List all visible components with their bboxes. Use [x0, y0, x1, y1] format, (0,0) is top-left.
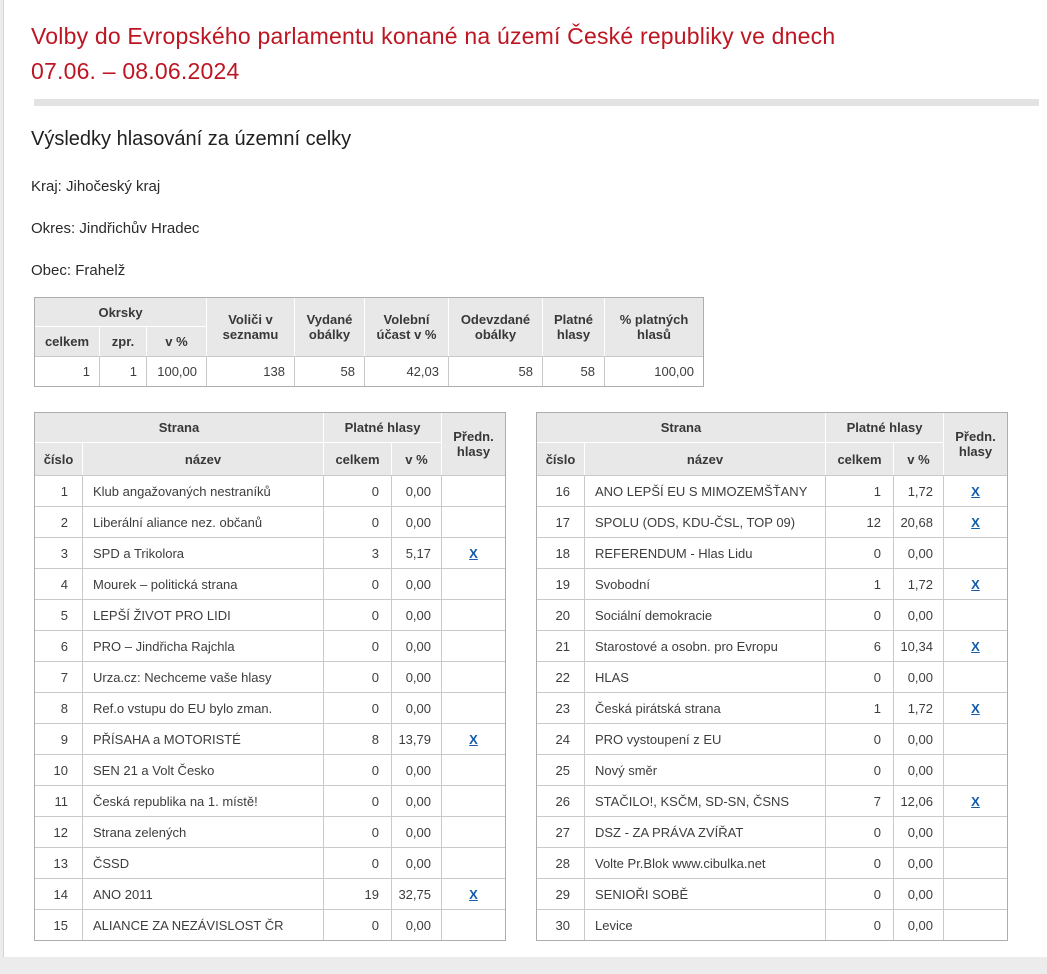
header-vpct: v % — [894, 443, 944, 475]
party-table-right — [536, 412, 1008, 941]
header-volebni-ucast: Volební účast v % — [365, 298, 449, 356]
header-okrsky-vpct: v % — [147, 327, 207, 356]
header-platne-hlasy: Platné hlasy — [324, 413, 442, 443]
party-total-votes-cell: 0 — [324, 785, 392, 816]
header-strana: Strana — [35, 413, 324, 443]
party-percent-cell: 0,00 — [392, 475, 442, 506]
party-name-cell: Liberální aliance nez. občanů — [83, 506, 324, 537]
party-name-cell: PŘÍSAHA a MOTORISTÉ — [83, 723, 324, 754]
preferential-votes-cell — [944, 816, 1007, 847]
horizontal-divider — [34, 99, 1039, 106]
preferential-votes-cell — [442, 537, 505, 568]
preferential-votes-cell — [944, 754, 1007, 785]
party-total-votes-cell: 6 — [826, 630, 894, 661]
party-total-votes-cell: 0 — [826, 599, 894, 630]
party-total-votes-cell: 1 — [826, 568, 894, 599]
party-total-votes-cell: 0 — [826, 847, 894, 878]
party-row — [537, 661, 1007, 692]
party-row — [35, 909, 505, 940]
party-total-votes-cell: 0 — [826, 754, 894, 785]
party-total-votes-cell: 0 — [826, 909, 894, 940]
party-row — [35, 661, 505, 692]
preferential-votes-cell — [944, 506, 1007, 537]
party-number-cell: 12 — [35, 816, 83, 847]
header-pct-platnych: % platných hlasů — [605, 298, 703, 356]
party-name-cell: ANO LEPŠÍ EU S MIMOZEMŠŤANY — [585, 475, 826, 506]
preferential-votes-cell — [442, 878, 505, 909]
party-percent-cell: 0,00 — [894, 847, 944, 878]
header-strana: Strana — [537, 413, 826, 443]
party-percent-cell: 0,00 — [392, 847, 442, 878]
party-total-votes-cell: 0 — [826, 878, 894, 909]
party-number-cell: 16 — [537, 475, 585, 506]
header-vpct: v % — [392, 443, 442, 475]
party-number-cell: 22 — [537, 661, 585, 692]
party-total-votes-cell: 8 — [324, 723, 392, 754]
party-total-votes-cell: 0 — [324, 847, 392, 878]
party-percent-cell: 0,00 — [392, 506, 442, 537]
party-name-cell: HLAS — [585, 661, 826, 692]
party-number-cell: 18 — [537, 537, 585, 568]
party-number-cell: 10 — [35, 754, 83, 785]
party-number-cell: 20 — [537, 599, 585, 630]
party-name-cell: ČSSD — [83, 847, 324, 878]
header-odevzdane-obalky: Odevzdané obálky — [449, 298, 543, 356]
party-row — [35, 506, 505, 537]
party-number-cell: 21 — [537, 630, 585, 661]
party-percent-cell: 13,79 — [392, 723, 442, 754]
party-number-cell: 14 — [35, 878, 83, 909]
party-percent-cell: 1,72 — [894, 692, 944, 723]
party-name-cell: Klub angažovaných nestraníků — [83, 475, 324, 506]
preferential-votes-cell — [944, 878, 1007, 909]
party-number-cell: 30 — [537, 909, 585, 940]
party-percent-cell: 0,00 — [392, 909, 442, 940]
page-title — [31, 0, 1047, 89]
party-name-cell: SPOLU (ODS, KDU-ČSL, TOP 09) — [585, 506, 826, 537]
preferential-votes-link[interactable]: X — [971, 700, 980, 716]
party-row — [537, 506, 1007, 537]
kraj-value: Jihočeský kraj — [66, 178, 161, 195]
party-name-cell: PRO – Jindřicha Rajchla — [83, 630, 324, 661]
okrsky-vpct-value: 100,00 — [147, 356, 207, 386]
header-okrsky: Okrsky — [35, 298, 207, 327]
party-number-cell: 17 — [537, 506, 585, 537]
party-percent-cell: 1,72 — [894, 475, 944, 506]
party-percent-cell: 5,17 — [392, 537, 442, 568]
preferential-votes-cell — [944, 847, 1007, 878]
party-row — [537, 630, 1007, 661]
region-kraj — [31, 179, 1047, 195]
party-number-cell: 7 — [35, 661, 83, 692]
party-row — [35, 723, 505, 754]
section-title: Výsledky hlasování za územní celky — [31, 128, 352, 150]
obec-value: Frahelž — [75, 262, 126, 279]
party-name-cell: Česká republika na 1. místě! — [83, 785, 324, 816]
party-name-cell: ALIANCE ZA NEZÁVISLOST ČR — [83, 909, 324, 940]
party-row — [35, 878, 505, 909]
summary-row — [35, 356, 703, 386]
party-percent-cell: 32,75 — [392, 878, 442, 909]
preferential-votes-link[interactable]: X — [971, 576, 980, 592]
party-name-cell: SEN 21 a Volt Česko — [83, 754, 324, 785]
preferential-votes-cell — [442, 847, 505, 878]
preferential-votes-cell — [442, 599, 505, 630]
preferential-votes-cell — [442, 692, 505, 723]
party-name-cell: Urza.cz: Nechceme vaše hlasy — [83, 661, 324, 692]
party-row — [35, 847, 505, 878]
party-total-votes-cell: 1 — [826, 475, 894, 506]
party-row — [35, 599, 505, 630]
page-title-line1: Volby do Evropského parlamentu konané na území České republiky ve dnech — [31, 23, 836, 49]
party-name-cell: PRO vystoupení z EU — [585, 723, 826, 754]
party-total-votes-cell: 0 — [826, 537, 894, 568]
party-name-cell: Ref.o vstupu do EU bylo zman. — [83, 692, 324, 723]
party-total-votes-cell: 0 — [324, 692, 392, 723]
preferential-votes-cell — [442, 475, 505, 506]
party-row — [537, 785, 1007, 816]
party-percent-cell: 0,00 — [392, 692, 442, 723]
preferential-votes-cell — [944, 785, 1007, 816]
party-number-cell: 27 — [537, 816, 585, 847]
party-percent-cell: 0,00 — [392, 599, 442, 630]
party-percent-cell: 0,00 — [392, 816, 442, 847]
party-total-votes-cell: 0 — [324, 475, 392, 506]
party-percent-cell: 1,72 — [894, 568, 944, 599]
party-row — [537, 475, 1007, 506]
party-row — [537, 816, 1007, 847]
party-row — [537, 537, 1007, 568]
party-number-cell: 4 — [35, 568, 83, 599]
header-predn-hlasy: Předn. hlasy — [442, 413, 505, 475]
party-number-cell: 9 — [35, 723, 83, 754]
party-percent-cell: 10,34 — [894, 630, 944, 661]
region-okres — [31, 221, 1047, 237]
preferential-votes-link[interactable]: X — [469, 731, 478, 747]
header-nazev: název — [585, 443, 826, 475]
preferential-votes-cell — [442, 661, 505, 692]
party-percent-cell: 0,00 — [894, 816, 944, 847]
party-number-cell: 11 — [35, 785, 83, 816]
party-total-votes-cell: 0 — [324, 630, 392, 661]
preferential-votes-cell — [442, 568, 505, 599]
party-total-votes-cell: 3 — [324, 537, 392, 568]
preferential-votes-cell — [442, 909, 505, 940]
party-name-cell: STAČILO!, KSČM, SD-SN, ČSNS — [585, 785, 826, 816]
party-total-votes-cell: 0 — [826, 661, 894, 692]
party-total-votes-cell: 0 — [324, 754, 392, 785]
party-name-cell: Svobodní — [585, 568, 826, 599]
party-name-cell: Sociální demokracie — [585, 599, 826, 630]
preferential-votes-link[interactable]: X — [469, 886, 478, 902]
party-percent-cell: 0,00 — [894, 599, 944, 630]
party-row — [537, 723, 1007, 754]
party-row — [35, 816, 505, 847]
preferential-votes-link[interactable]: X — [469, 545, 478, 561]
party-total-votes-cell: 0 — [324, 599, 392, 630]
header-celkem: celkem — [826, 443, 894, 475]
party-number-cell: 13 — [35, 847, 83, 878]
party-name-cell: Mourek – politická strana — [83, 568, 324, 599]
preferential-votes-cell — [944, 909, 1007, 940]
party-percent-cell: 0,00 — [392, 630, 442, 661]
header-okrsky-celkem: celkem — [35, 327, 100, 356]
party-total-votes-cell: 0 — [324, 506, 392, 537]
party-number-cell: 23 — [537, 692, 585, 723]
party-name-cell: SPD a Trikolora — [83, 537, 324, 568]
vydane-obalky-value: 58 — [295, 356, 365, 386]
party-name-cell: Starostové a osobn. pro Evropu — [585, 630, 826, 661]
party-row — [35, 568, 505, 599]
party-total-votes-cell: 12 — [826, 506, 894, 537]
preferential-votes-link[interactable]: X — [971, 638, 980, 654]
preferential-votes-cell — [442, 785, 505, 816]
volici-value: 138 — [207, 356, 295, 386]
party-number-cell: 1 — [35, 475, 83, 506]
preferential-votes-cell — [442, 723, 505, 754]
party-percent-cell: 0,00 — [894, 878, 944, 909]
party-percent-cell: 0,00 — [894, 909, 944, 940]
header-okrsky-zpr: zpr. — [100, 327, 147, 356]
party-percent-cell: 0,00 — [392, 754, 442, 785]
party-row — [537, 692, 1007, 723]
header-nazev: název — [83, 443, 324, 475]
party-row — [35, 537, 505, 568]
party-total-votes-cell: 0 — [324, 661, 392, 692]
party-percent-cell: 0,00 — [894, 723, 944, 754]
party-name-cell: Volte Pr.Blok www.cibulka.net — [585, 847, 826, 878]
okres-value: Jindřichův Hradec — [79, 220, 200, 237]
party-name-cell: REFERENDUM - Hlas Lidu — [585, 537, 826, 568]
preferential-votes-cell — [944, 537, 1007, 568]
party-percent-cell: 0,00 — [894, 661, 944, 692]
party-row — [537, 847, 1007, 878]
page-title-line2: 07.06. – 08.06.2024 — [31, 58, 240, 84]
party-row — [35, 754, 505, 785]
party-percent-cell: 0,00 — [894, 754, 944, 785]
preferential-votes-link[interactable]: X — [971, 793, 980, 809]
pct-platnych-value: 100,00 — [605, 356, 703, 386]
party-number-cell: 5 — [35, 599, 83, 630]
party-number-cell: 29 — [537, 878, 585, 909]
party-row — [537, 909, 1007, 940]
preferential-votes-link[interactable]: X — [971, 483, 980, 499]
party-name-cell: Levice — [585, 909, 826, 940]
party-total-votes-cell: 0 — [826, 723, 894, 754]
party-row — [537, 754, 1007, 785]
preferential-votes-cell — [944, 723, 1007, 754]
party-row — [537, 568, 1007, 599]
party-number-cell: 26 — [537, 785, 585, 816]
header-cislo: číslo — [537, 443, 585, 475]
preferential-votes-cell — [442, 816, 505, 847]
party-row — [537, 878, 1007, 909]
platne-hlasy-value: 58 — [543, 356, 605, 386]
party-number-cell: 25 — [537, 754, 585, 785]
party-row — [35, 785, 505, 816]
party-number-cell: 24 — [537, 723, 585, 754]
obec-label: Obec: — [31, 262, 72, 279]
party-tables-container — [34, 412, 1047, 941]
party-name-cell: ANO 2011 — [83, 878, 324, 909]
header-platne-hlasy: Platné hlasy — [543, 298, 605, 356]
party-number-cell: 19 — [537, 568, 585, 599]
party-total-votes-cell: 7 — [826, 785, 894, 816]
header-volici-v-seznamu: Voliči v seznamu — [207, 298, 295, 356]
party-row — [35, 692, 505, 723]
header-vydane-obalky: Vydané obálky — [295, 298, 365, 356]
party-name-cell: Česká pirátská strana — [585, 692, 826, 723]
preferential-votes-cell — [442, 506, 505, 537]
region-obec — [31, 263, 1047, 279]
party-name-cell: Nový směr — [585, 754, 826, 785]
party-number-cell: 6 — [35, 630, 83, 661]
preferential-votes-cell — [944, 599, 1007, 630]
party-percent-cell: 0,00 — [392, 568, 442, 599]
content-area — [3, 0, 1047, 957]
preferential-votes-cell — [944, 568, 1007, 599]
party-total-votes-cell: 19 — [324, 878, 392, 909]
party-row — [35, 630, 505, 661]
party-number-cell: 3 — [35, 537, 83, 568]
preferential-votes-cell — [442, 630, 505, 661]
party-total-votes-cell: 0 — [826, 816, 894, 847]
party-row — [35, 475, 505, 506]
party-number-cell: 8 — [35, 692, 83, 723]
party-name-cell: Strana zelených — [83, 816, 324, 847]
party-number-cell: 2 — [35, 506, 83, 537]
okres-label: Okres: — [31, 220, 76, 237]
preferential-votes-cell — [944, 630, 1007, 661]
ucast-value: 42,03 — [365, 356, 449, 386]
header-platne-hlasy: Platné hlasy — [826, 413, 944, 443]
preferential-votes-cell — [944, 475, 1007, 506]
odevzdane-obalky-value: 58 — [449, 356, 543, 386]
party-percent-cell: 12,06 — [894, 785, 944, 816]
party-number-cell: 28 — [537, 847, 585, 878]
party-percent-cell: 0,00 — [392, 785, 442, 816]
preferential-votes-cell — [442, 754, 505, 785]
summary-table — [34, 297, 704, 387]
party-total-votes-cell: 1 — [826, 692, 894, 723]
preferential-votes-cell — [944, 692, 1007, 723]
header-predn-hlasy: Předn. hlasy — [944, 413, 1007, 475]
party-row — [537, 599, 1007, 630]
party-table-left — [34, 412, 506, 941]
party-number-cell: 15 — [35, 909, 83, 940]
header-cislo: číslo — [35, 443, 83, 475]
party-name-cell: DSZ - ZA PRÁVA ZVÍŘAT — [585, 816, 826, 847]
party-percent-cell: 0,00 — [894, 537, 944, 568]
okrsky-celkem-value: 1 — [35, 356, 100, 386]
party-total-votes-cell: 0 — [324, 568, 392, 599]
party-total-votes-cell: 0 — [324, 816, 392, 847]
header-celkem: celkem — [324, 443, 392, 475]
party-name-cell: SENIOŘI SOBĚ — [585, 878, 826, 909]
party-percent-cell: 20,68 — [894, 506, 944, 537]
party-percent-cell: 0,00 — [392, 661, 442, 692]
kraj-label: Kraj: — [31, 178, 62, 195]
party-total-votes-cell: 0 — [324, 909, 392, 940]
party-name-cell: LEPŠÍ ŽIVOT PRO LIDI — [83, 599, 324, 630]
preferential-votes-cell — [944, 661, 1007, 692]
okrsky-zpr-value: 1 — [100, 356, 147, 386]
preferential-votes-link[interactable]: X — [971, 514, 980, 530]
